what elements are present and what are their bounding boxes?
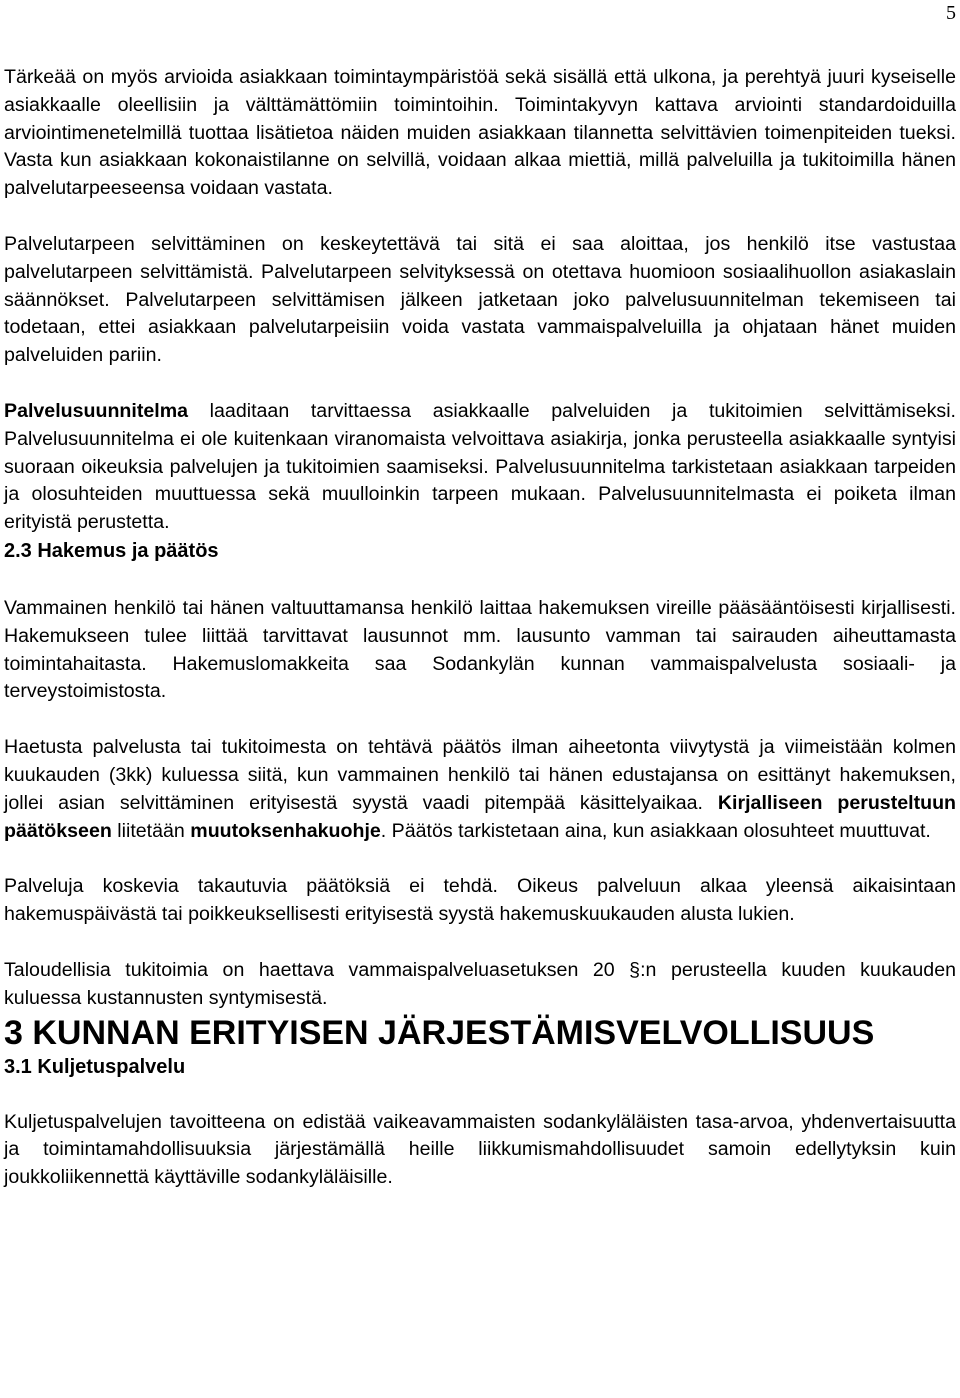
paragraph-application: Vammainen henkilö tai hänen valtuuttamansa henkilö laittaa hakemuksen vireille pääsääntöisesti kirjallisesti. Hakemukseen tulee liittää tarvittavat lausunnot mm. lausunto vamman tai sairauden aiheuttamasta toimintahaitasta. Hakemuslomakkeita saa Sodankylän kunnan vammaispalvelusta sosiaali- ja terveystoimistosta. — [4, 596, 956, 703]
paragraph-assessment: Tärkeää on myös arvioida asiakkaan toimintaympäristöä sekä sisällä että ulkona, ja perehtyä juuri kyseiselle asiakkaalle oleellisiin ja välttämättömiin toimintoihin. Toimintakyvyn kattava arviointi standardoiduilla arviointimenetelmillä tuottaa lisätietoa näiden muiden asiakkaan tilannetta selvittävien toimenpiteiden tueksi. Vasta kun asiakkaan kokonaistilanne on selvillä, voidaan alkaa miettiä, millä palveluilla ja tukitoimilla hänen palvelutarpeeseensa voidaan vastata. — [4, 66, 956, 200]
section-heading-2-3: 2.3 Hakemus ja päätös — [4, 539, 219, 562]
paragraph-service-plan — [4, 398, 956, 537]
paragraph-financial-support: Taloudellisia tukitoimia on haettava vammaispalveluasetuksen 20 §:n perusteella kuuden kuukauden kuluessa kustannusten syntymisestä. — [4, 958, 956, 1009]
paragraph-service-need: Palvelutarpeen selvittäminen on keskeytettävä tai sitä ei saa aloittaa, jos henkilö itse vastustaa palvelutarpeen selvittämistä. Palvelutarpeen selvityksessä on otettava huomioon sosiaalihuollon asiakaslain säännökset. Palvelutarpeen selvittämisen jälkeen jatketaan joko palvelusuunnitelman tekemiseen tai todetaan, ettei asiakkaan palvelutarpeisiin voida vastata vammaispalveluilla ja ohjataan hänet muiden palveluiden pariin. — [4, 232, 956, 367]
section-heading-3-1: 3.1 Kuljetuspalvelu — [4, 1055, 186, 1078]
chapter-heading-3: 3 KUNNAN ERITYISEN JÄRJESTÄMISVELVOLLISUUS — [4, 1013, 875, 1052]
decision-bold-written: Kirjalliseen perusteltuun päätökseen — [4, 791, 957, 842]
paragraph-transport-service: Kuljetuspalvelujen tavoitteena on edistää vaikeavammaisten sodankyläläisten tasa-arvoa, yhdenvertaisuutta ja toimintamahdollisuuksia järjestämällä heille liikkumismahdollisuudet samoin edellytyksin kuin joukkoliikennettä käyttäville sodankyläläisille. — [4, 1110, 956, 1189]
service-plan-term: Palvelusuunnitelma — [4, 399, 189, 422]
decision-text-a: Haetusta palvelusta tai tukitoimesta on tehtävä päätös ilman aiheetonta viivytystä ja viimeistään kolmen kuukauden (3kk) kuluessa siitä, kun vammainen henkilö tai hänen edustajansa on esittänyt hakemuksen, jollei asian selvittäminen erityisestä syystä vaadi pitempää käsittelyaikaa. — [4, 736, 956, 814]
paragraph-retroactive: Palveluja koskevia takautuvia päätöksiä ei tehdä. Oikeus palveluun alkaa yleensä aikaisintaan hakemuspäivästä tai poikkeuksellisesti erityisestä syystä hakemuskuukauden alusta lukien. — [4, 875, 956, 926]
paragraph-decision — [4, 734, 956, 845]
decision-text-c: . Päätös tarkistetaan aina, kun asiakkaan olosuhteet muuttuvat. — [380, 819, 931, 842]
decision-text-b: liitetään — [111, 819, 191, 842]
document-body — [4, 64, 956, 1192]
decision-bold-appeal: muutoksenhakuohje — [190, 819, 381, 842]
page-number: 5 — [946, 2, 956, 24]
service-plan-text: laaditaan tarvittaessa asiakkaalle palveluiden ja tukitoimien selvittämiseksi. Palvelusuunnitelma ei ole kuitenkaan viranomaista velvoittava asiakirja, jonka perusteella asiakkaalle syntyisi suoraan oikeuksia palvelujen ja tukitoimien saamiseksi. Palvelusuunnitelma tarkistetaan asiakkaan tarpeiden ja olosuhteiden muuttuessa sekä muulloinkin tarpeen mukaan. Palvelusuunnitelmasta ei poiketa ilman erityistä perustetta. — [4, 399, 956, 534]
